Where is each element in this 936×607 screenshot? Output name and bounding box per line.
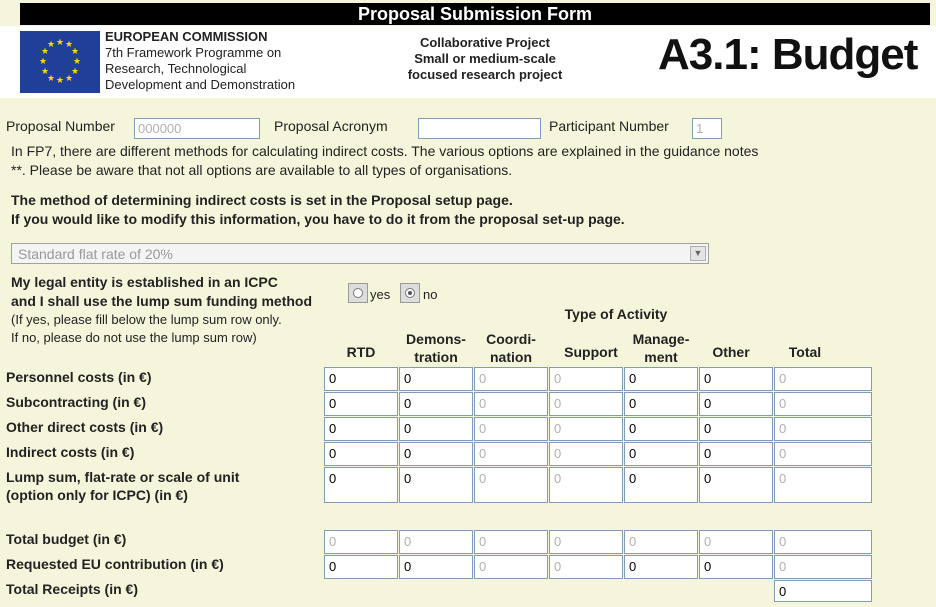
participant-number-input[interactable] [692,118,722,139]
row-label-personnel: Personnel costs (in €) [6,369,152,385]
type-of-activity-header: Type of Activity [564,306,668,322]
select-value: Standard flat rate of 20% [18,246,173,262]
icpc-note-line1: (If yes, please fill below the lump sum row only. [11,312,282,327]
budget-cell[interactable]: 0 [624,367,698,391]
col-header-support: Support [564,344,618,360]
budget-cell[interactable]: 0 [549,467,623,503]
svg-text:★: ★ [40,47,50,57]
budget-cell[interactable]: 0 [699,467,773,503]
row-label-lump-sum: Lump sum, flat-rate or scale of unit (option only for ICPC) (in €) [6,469,240,503]
budget-cell[interactable]: 0 [399,442,473,466]
budget-cell[interactable]: 0 [699,417,773,441]
budget-cell[interactable]: 0 [399,392,473,416]
budget-cell[interactable]: 0 [399,530,473,554]
svg-text:★: ★ [46,40,56,50]
budget-cell[interactable]: 0 [324,392,398,416]
info-text-line1: In FP7, there are different methods for calculating indirect costs. The various options are explained in the guidance notes [11,143,759,159]
icpc-yes-radio[interactable] [348,283,368,303]
method-notice-line1: The method of determining indirect costs is set in the Proposal setup page. [11,192,513,208]
eu-stars-icon [20,31,100,93]
icpc-note-line2: If no, please do not use the lump sum row) [11,330,257,345]
budget-cell[interactable]: 0 [549,367,623,391]
budget-cell[interactable]: 0 [324,530,398,554]
commission-line: Development and Demonstration [105,77,296,92]
budget-cell[interactable]: 0 [474,467,548,503]
col-header-coordination: Coordi- nation [486,331,536,365]
budget-cell[interactable]: 0 [774,417,872,441]
budget-cell[interactable]: 0 [549,530,623,554]
svg-text:★: ★ [38,57,48,67]
row-label-other-direct: Other direct costs (in €) [6,419,164,435]
svg-text:★: ★ [72,57,82,67]
budget-cell[interactable]: 0 [324,555,398,579]
total-receipts-input[interactable]: 0 [774,580,872,602]
budget-cell[interactable]: 0 [474,555,548,579]
icpc-question-line1: My legal entity is established in an ICPC [11,274,278,290]
budget-cell[interactable]: 0 [699,367,773,391]
commission-line: EUROPEAN COMMISSION [105,29,268,44]
budget-cell[interactable]: 0 [624,555,698,579]
budget-cell[interactable]: 0 [699,555,773,579]
project-type [385,35,585,83]
icpc-no-label: no [423,287,438,302]
commission-text [105,29,295,93]
row-label-total-receipts: Total Receipts (in €) [6,581,138,597]
row-label-subcontracting: Subcontracting (in €) [6,394,146,410]
participant-number-label: Participant Number [549,118,669,134]
budget-cell[interactable]: 0 [324,417,398,441]
method-notice-line2: If you would like to modify this information, you have to do it from the proposal set-up page. [11,211,625,227]
budget-cell[interactable]: 0 [399,555,473,579]
budget-cell[interactable]: 0 [399,367,473,391]
proposal-acronym-label: Proposal Acronym [274,118,388,134]
budget-cell[interactable]: 0 [549,442,623,466]
icpc-yes-label: yes [370,287,391,302]
budget-cell[interactable]: 0 [399,417,473,441]
commission-line: Research, Technological [105,61,247,76]
budget-cell[interactable]: 0 [474,367,548,391]
col-header-other: Other [712,344,750,360]
col-header-rtd: RTD [346,344,376,360]
budget-cell[interactable]: 0 [399,467,473,503]
budget-cell[interactable]: 0 [624,417,698,441]
col-header-total: Total [788,344,822,360]
budget-cell[interactable]: 0 [324,467,398,503]
budget-cell[interactable]: 0 [474,417,548,441]
budget-cell[interactable]: 0 [774,442,872,466]
svg-text:★: ★ [46,74,56,84]
budget-cell[interactable]: 0 [474,530,548,554]
budget-cell[interactable]: 0 [774,530,872,554]
budget-cell[interactable]: 0 [624,442,698,466]
budget-cell[interactable]: 0 [699,392,773,416]
svg-text:★: ★ [64,74,74,84]
svg-text:★: ★ [70,67,80,77]
col-header-demonstration: Demons- tration [406,331,466,365]
budget-cell[interactable]: 0 [624,530,698,554]
chevron-down-icon[interactable]: ▼ [690,246,706,261]
budget-cell[interactable]: 0 [624,467,698,503]
page-title: A3.1: Budget [658,30,918,79]
budget-cell[interactable]: 0 [324,367,398,391]
svg-text:★: ★ [40,67,50,77]
icpc-no-radio[interactable] [400,283,420,303]
form-title: Proposal Submission Form [20,3,930,25]
budget-cell[interactable]: 0 [474,392,548,416]
budget-cell[interactable]: 0 [624,392,698,416]
page-header [0,26,936,98]
proposal-acronym-input[interactable] [418,118,541,139]
budget-cell[interactable]: 0 [699,442,773,466]
svg-text:★: ★ [70,47,80,57]
svg-text:★: ★ [55,76,65,86]
svg-text:★: ★ [55,38,65,48]
budget-cell[interactable]: 0 [699,530,773,554]
budget-cell[interactable]: 0 [474,442,548,466]
info-text-line2: **. Please be aware that not all options are available to all types of organisations. [11,162,513,178]
budget-cell[interactable]: 0 [774,367,872,391]
svg-text:★: ★ [64,40,74,50]
budget-cell[interactable]: 0 [549,555,623,579]
budget-cell[interactable]: 0 [549,392,623,416]
col-header-management: Manage- ment [632,331,690,365]
budget-cell[interactable]: 0 [549,417,623,441]
row-label-total-budget: Total budget (in €) [6,531,127,547]
proposal-number-input[interactable] [134,118,260,139]
proposal-number-label: Proposal Number [6,118,115,134]
commission-line: 7th Framework Programme on [105,45,282,60]
indirect-cost-method-select[interactable] [11,243,709,264]
row-label-indirect: Indirect costs (in €) [6,444,135,460]
budget-cell[interactable]: 0 [774,467,872,503]
budget-cell[interactable]: 0 [774,392,872,416]
project-line: Collaborative Project [419,35,551,50]
eu-flag-logo [20,31,100,93]
budget-cell[interactable]: 0 [324,442,398,466]
row-label-eu-contribution: Requested EU contribution (in €) [6,556,224,572]
icpc-question-line2: and I shall use the lump sum funding method [11,293,313,309]
project-line: focused research project [407,67,563,82]
budget-cell[interactable]: 0 [774,555,872,579]
project-line: Small or medium-scale [414,51,556,66]
